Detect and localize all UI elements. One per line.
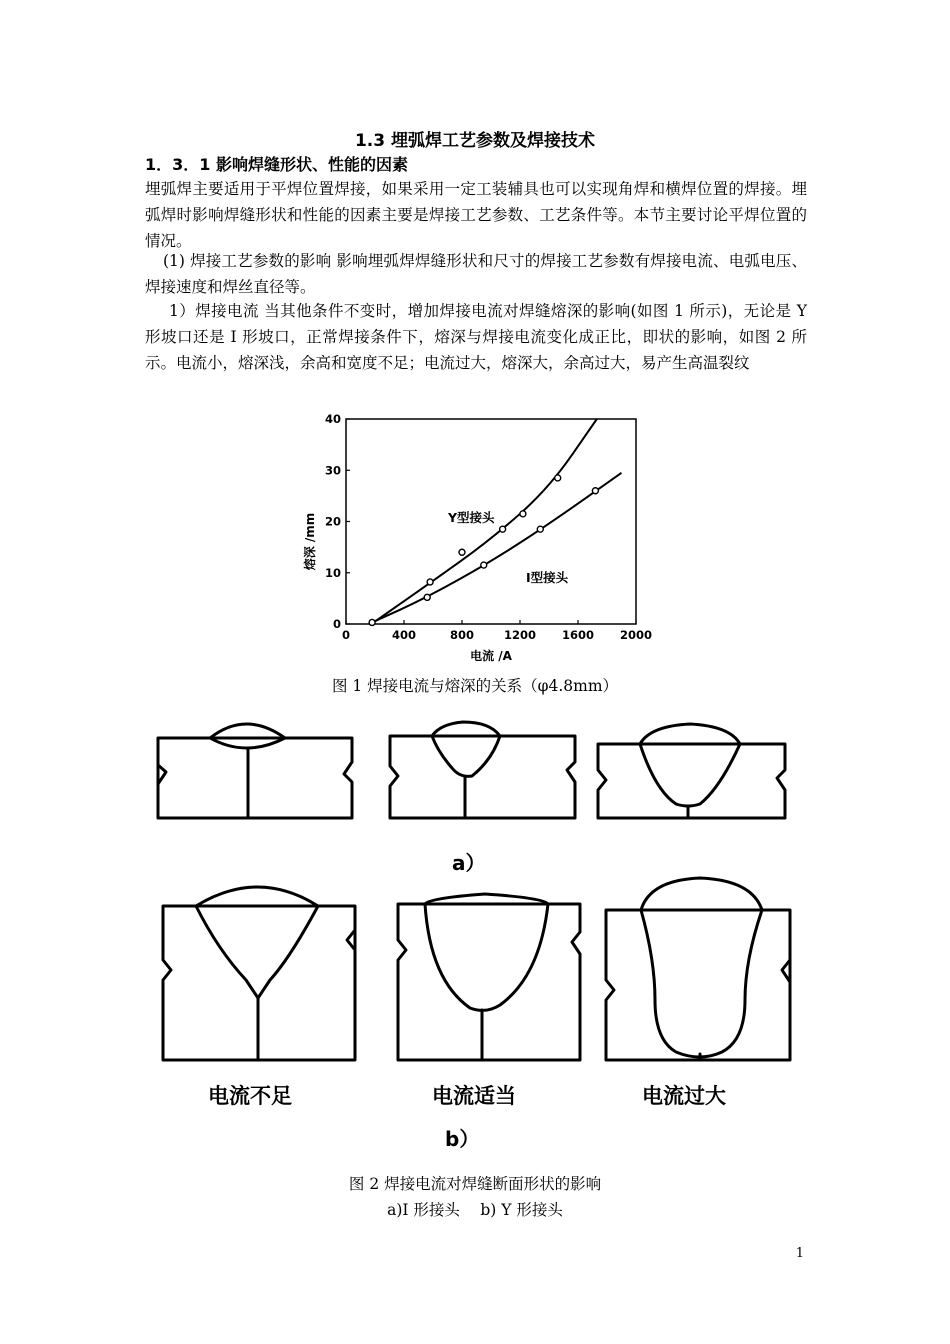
data-point — [481, 562, 487, 568]
figure2-caption: 图 2 焊接电流对焊缝断面形状的影响 — [348, 1175, 602, 1193]
figure1-caption: 图 1 焊接电流与熔深的关系（φ4.8mm） — [331, 677, 619, 695]
x-tick-label: 1600 — [561, 628, 595, 642]
y-tick-label: 40 — [324, 412, 341, 426]
subsection-title: 1．3．1 影响焊缝形状、性能的因素 — [145, 155, 408, 174]
figure2-label-b: b） — [445, 1127, 480, 1151]
figure2-label-normal: 电流适当 — [432, 1084, 516, 1108]
data-point — [427, 579, 433, 585]
data-point — [555, 475, 561, 481]
figure2-label-high: 电流过大 — [642, 1084, 726, 1108]
data-point — [369, 619, 375, 625]
weld-a-low-current — [158, 724, 352, 818]
weld-b-normal-current — [398, 894, 580, 1060]
series-line-0 — [375, 419, 597, 621]
figure2-label-low: 电流不足 — [208, 1084, 292, 1108]
figure2-label-a: a） — [452, 851, 486, 875]
figure2-subcaption: a)I 形接头 b) Y 形接头 — [387, 1201, 563, 1219]
data-point — [459, 549, 465, 555]
weld-a-normal-current — [390, 722, 575, 818]
weld-b-high-current — [606, 878, 790, 1060]
y-tick-label: 0 — [332, 617, 341, 631]
data-point — [537, 526, 543, 532]
x-axis-label: 电流 /A — [470, 649, 512, 663]
y-tick-label: 20 — [324, 514, 341, 529]
page-number: 1 — [795, 1246, 804, 1261]
x-tick-label: 800 — [449, 628, 475, 642]
y-tick-label: 10 — [324, 565, 341, 580]
x-tick-label: 2000 — [619, 628, 653, 642]
data-point — [592, 488, 598, 494]
data-point — [424, 594, 430, 600]
x-tick-label: 1200 — [503, 628, 537, 642]
series-label-1: I型接头 — [526, 570, 569, 585]
weld-a-high-current — [598, 724, 785, 818]
series-line-1 — [372, 473, 621, 623]
data-point — [500, 526, 506, 532]
y-tick-label: 30 — [324, 463, 341, 478]
paragraph-parameters: (1) 焊接工艺参数的影响 影响埋弧焊焊缝形状和尺寸的焊接工艺参数有焊接电流、电弧电压、焊接速度和焊丝直径等。 — [145, 252, 807, 296]
paragraph-intro: 埋弧焊主要适用于平焊位置焊接，如果采用一定工装辅具也可以实现角焊和横焊位置的焊接。埋弧焊时影响焊缝形状和性能的因素主要是焊接工艺参数、工艺条件等。本节主要讨论平焊位置的情况。 — [145, 180, 807, 250]
y-axis-label: 熔深 /mm — [303, 512, 317, 571]
x-tick-label: 0 — [341, 628, 351, 642]
paragraph-current: 1）焊接电流 当其他条件不变时，增加焊接电流对焊缝熔深的影响(如图 1 所示)，无论是 Y 形坡口还是 I 形坡口，正常焊接条件下，熔深与焊接电流变化成正比，即状的影响，如图 2 所示。电流小，熔深浅，余高和宽度不足；电流过大，熔深大，余高过大，易产生高温裂纹 — [145, 302, 807, 372]
weld-b-low-current — [163, 887, 355, 1060]
data-point — [520, 511, 526, 517]
series-label-0: Y型接头 — [448, 510, 495, 525]
chart-frame — [346, 419, 636, 624]
x-tick-label: 400 — [391, 628, 417, 642]
section-title: 1.3 埋弧焊工艺参数及焊接技术 — [354, 131, 596, 151]
